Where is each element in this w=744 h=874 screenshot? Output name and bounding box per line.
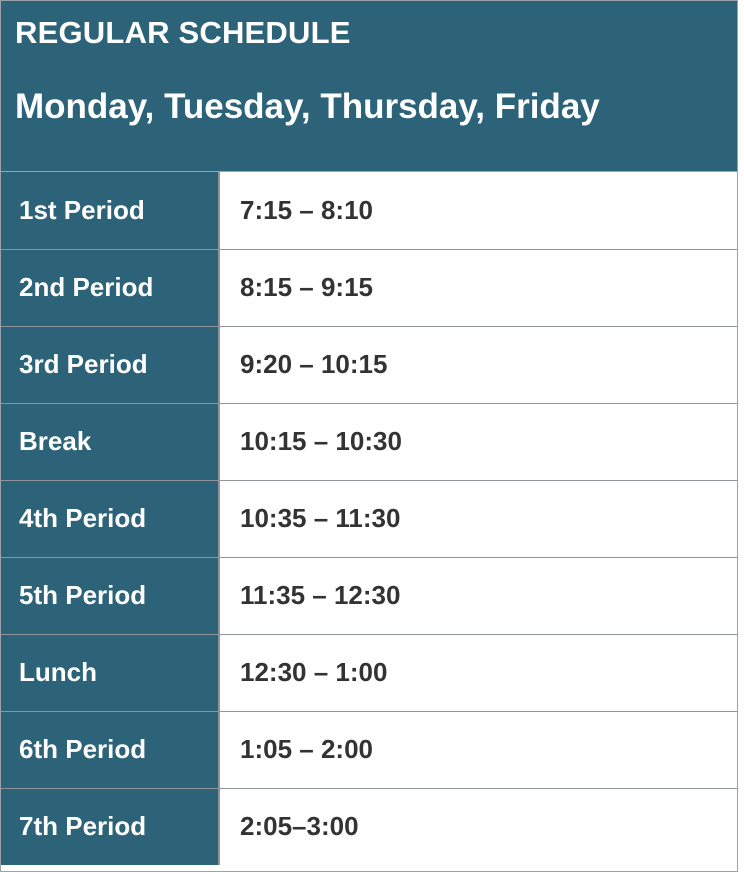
- period-time: 11:35 – 12:30: [219, 557, 737, 634]
- period-label: Lunch: [1, 634, 219, 711]
- period-label: 4th Period: [1, 480, 219, 557]
- period-label: 1st Period: [1, 172, 219, 249]
- period-label: 2nd Period: [1, 249, 219, 326]
- period-time: 8:15 – 9:15: [219, 249, 737, 326]
- table-row: [1, 249, 737, 326]
- period-time: 10:35 – 11:30: [219, 480, 737, 557]
- period-time: 7:15 – 8:10: [219, 172, 737, 249]
- period-label: 6th Period: [1, 711, 219, 788]
- period-label: Break: [1, 403, 219, 480]
- period-label: 7th Period: [1, 788, 219, 865]
- table-row: [1, 634, 737, 711]
- schedule-header: [1, 1, 737, 172]
- table-row: [1, 480, 737, 557]
- table-row: [1, 403, 737, 480]
- schedule-rows: [1, 172, 737, 865]
- period-time: 12:30 – 1:00: [219, 634, 737, 711]
- schedule-title: REGULAR SCHEDULE: [15, 15, 351, 50]
- table-row: [1, 788, 737, 865]
- period-time: 10:15 – 10:30: [219, 403, 737, 480]
- table-row: [1, 557, 737, 634]
- period-time: 1:05 – 2:00: [219, 711, 737, 788]
- period-time: 9:20 – 10:15: [219, 326, 737, 403]
- period-time: 2:05–3:00: [219, 788, 737, 865]
- schedule-days: Monday, Tuesday, Thursday, Friday: [15, 87, 600, 126]
- period-label: 3rd Period: [1, 326, 219, 403]
- table-row: [1, 326, 737, 403]
- table-row: [1, 172, 737, 249]
- period-label: 5th Period: [1, 557, 219, 634]
- table-row: [1, 711, 737, 788]
